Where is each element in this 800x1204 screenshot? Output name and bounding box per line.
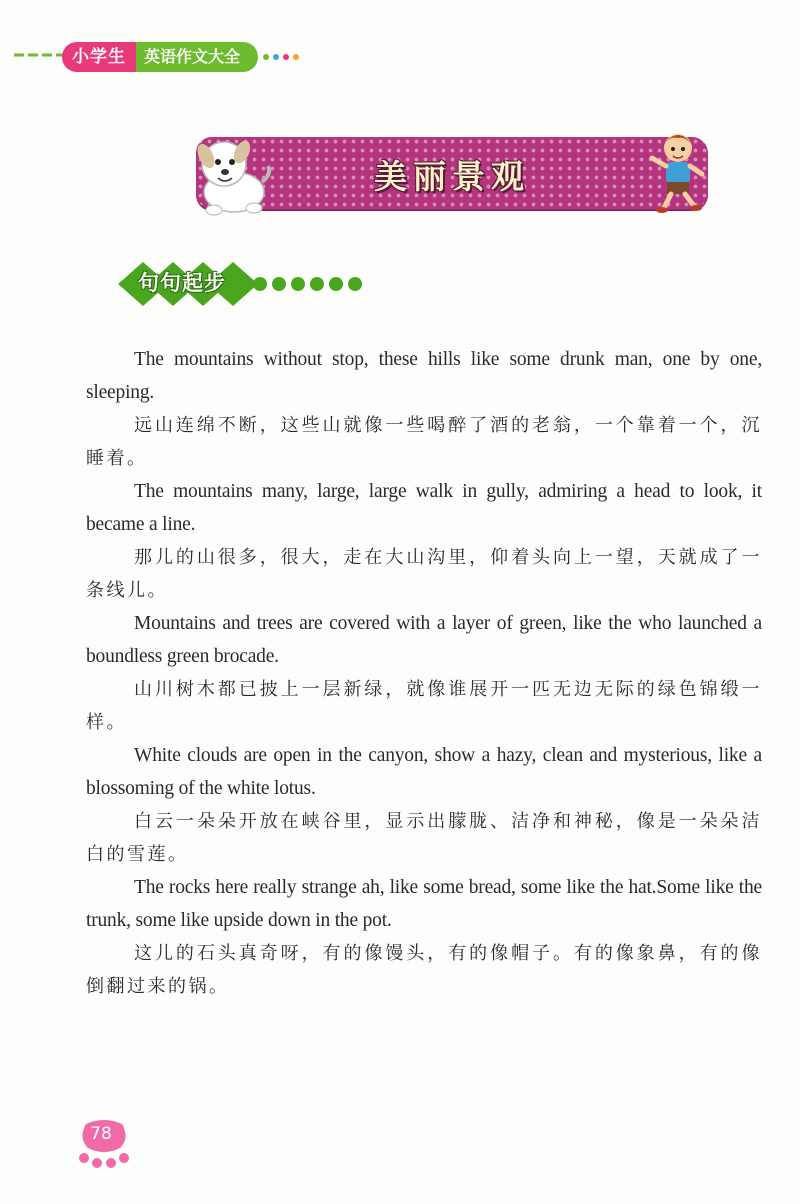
section-title: 句句起步 [138,271,226,295]
dog-illustration-icon [188,130,274,222]
paragraph-english: The mountains without stop, these hills like some drunk man, one by one, sleeping. [86,349,762,403]
paragraph-chinese: 远山连绵不断，这些山就像一些喝醉了酒的老翁，一个靠着一个，沉睡着。 [86,415,762,469]
book-title-part1: 小学生 [62,42,136,72]
paragraph-english: The mountains many, large, large walk in gully, admiring a head to look, it became a line. [86,481,762,535]
body-text [86,343,762,1003]
page-number: 78 [90,1124,112,1144]
paragraph-chinese: 白云一朵朵开放在峡谷里，显示出朦胧、洁净和神秘，像是一朵朵洁白的雪莲。 [86,811,762,865]
header-dashed-line [14,50,68,60]
boy-illustration-icon [644,128,710,214]
book-title-part2: 英语作文大全 [136,42,258,72]
header-dots-icon [262,52,302,62]
paragraph-english: Mountains and trees are covered with a layer of green, like the who launched a boundless green brocade. [86,613,762,667]
paragraph-english: White clouds are open in the canyon, show a hazy, clean and mysterious, like a blossoming of the white lotus. [86,745,762,799]
paragraph-chinese: 山川树木都已披上一层新绿，就像谁展开一匹无边无际的绿色锦缎一样。 [86,679,762,733]
paragraph-english: The rocks here really strange ah, like some bread, some like the hat.Some like the trunk, some like upside down in the pot. [86,877,762,931]
page-title: 美丽景观 [374,157,530,196]
paragraph-chinese: 这儿的石头真奇呀，有的像馒头，有的像帽子。有的像象鼻，有的像倒翻过来的锅。 [86,943,762,997]
paragraph-chinese: 那儿的山很多，很大，走在大山沟里，仰着头向上一望，天就成了一条线儿。 [86,547,762,601]
